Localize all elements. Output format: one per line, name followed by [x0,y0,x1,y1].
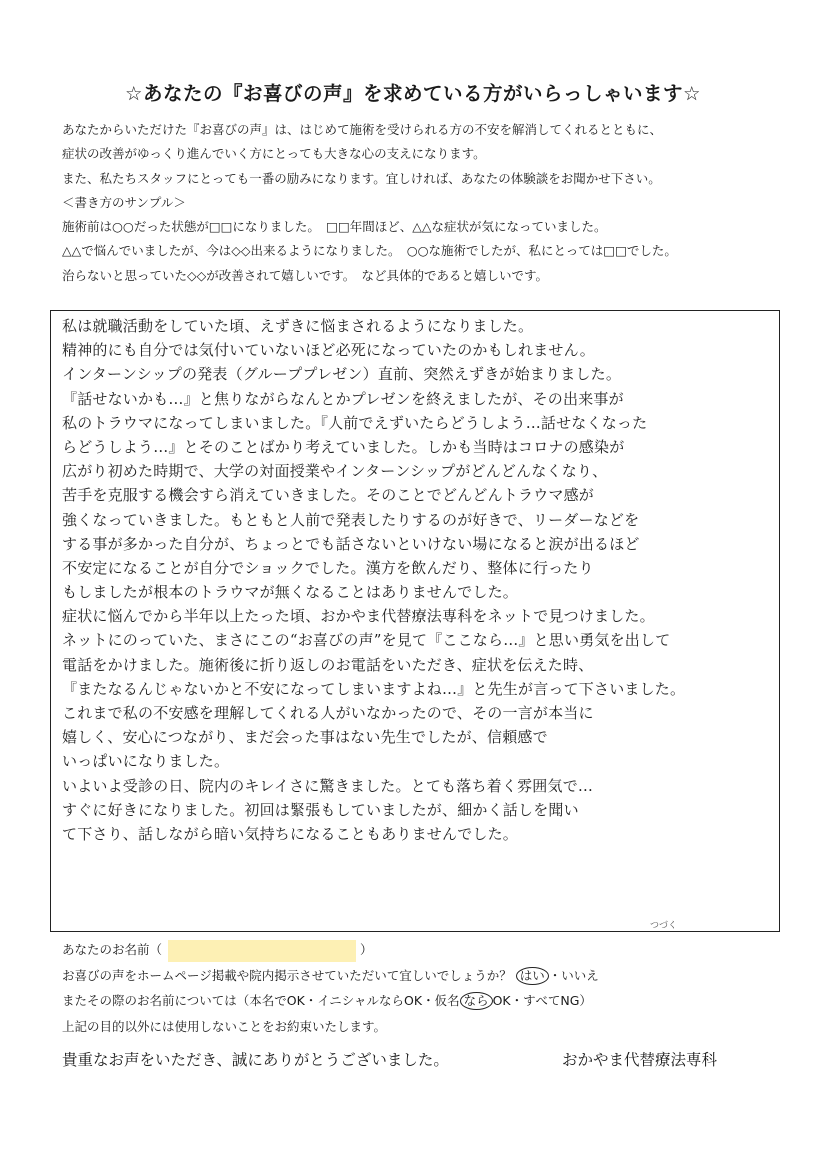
continued-mark: つづく [650,921,678,931]
testimonial-line: 広がり初めた時期で、大学の対面授業やインターンシップがどんどんなくなり、 [62,462,608,481]
intro-line: あなたからいただけた『お喜びの声』は、はじめて施術を受けられる方の不安を解消してくれるとともに、 [62,122,663,137]
page-title: ☆あなたの『お喜びの声』を求めている方がいらっしゃいます☆ [125,82,701,105]
testimonial-line: 症状に悩んでから半年以上たった頃、おかやま代替療法専科をネットで見つけました。 [62,607,655,626]
testimonial-line: もしましたが根本のトラウマが無くなることはありませんでした。 [62,583,519,602]
testimonial-line: 『話せないかも…』と焦りながらなんとかプレゼンを終えましたが、その出来事が [62,389,624,408]
testimonial-line: らどうしよう…』とそのことばかり考えていました。しかも当時はコロナの感染が [62,437,625,456]
testimonial-line: 苦手を克服する機会すら消えていきました。そのことでどんどんトラウマ感が [62,486,595,505]
testimonial-line: 私は就職活動をしていた頃、えずきに悩まされるようになりました。 [62,317,534,335]
sample-heading: ＜書き方のサンプル＞ [62,194,186,210]
name-policy-row [62,988,782,1014]
intro-line: 症状の改善がゆっくり進んでいく方にとっても大きな心の支えになります。 [62,146,486,162]
intro-line: △△で悩んでいましたが、今は◇◇出来るようになりました。 ○○な施術でしたが、私にとっては□□でした。 [62,243,677,259]
testimonial-line: て下さり、話しながら暗い気持ちになることもありませんでした。 [62,824,519,843]
organization-name: おかやま代替療法専科 [562,1051,718,1069]
consent-separator: ・ [548,967,562,983]
testimonial-line: 精神的にも自分では気付いていないほど必死になっていたのかもしれません。 [62,341,595,360]
usage-note: 上記の目的以外には使用しないことをお約束いたします。 [62,1018,387,1034]
testimonial-line: いよいよ受診の日、院内のキレイさに驚きました。とても落ち着く雰囲気で… [62,776,594,795]
thanks-message: 貴重なお声をいただき、誠にありがとうございました。 [62,1051,449,1069]
testimonial-line: 私のトラウマになってしまいました。『人前でえずいたらどうしよう…話せなくなった [62,413,648,432]
consent-yes-circled[interactable]: はい [516,967,549,985]
testimonial-line: 電話をかけました。施術後に折り返しのお電話をいただき、症状を伝えた時、 [62,655,594,674]
intro-line: 施術前は○○だった状態が□□になりました。 □□年間ほど、△△な症状が気になっていました。 [62,219,607,235]
handwritten-testimonial [62,314,782,846]
intro-line: また、私たちスタッフにとっても一番の励みになります。宜しければ、あなたの体験談をお聞かせ下さい。 [62,170,661,186]
intro-line: 治らないと思っていた◇◇が改善されて嬉しいです。 など具体的であると嬉しいです。 [62,267,548,283]
name-policy-suffix: OK・すべてNG） [492,993,592,1008]
testimonial-line: 『またなるんじゃないかと不安になってしまいますよね…』と先生が言って下さいました。 [62,679,686,698]
name-label: あなたのお名前（ [62,942,163,957]
testimonial-line: 強くなっていきました。もともと人前で発表したりするのが好きで、リーダーなどを [62,510,640,529]
intro-instructions [62,118,782,288]
consent-row [62,963,782,989]
testimonial-line: これまで私の不安感を理解してくれる人がいなかったので、その一言が本当に [62,704,594,722]
testimonial-line: インターンシップの発表（グループプレゼン）直前、突然えずきが始まりました。 [62,365,622,384]
consent-no[interactable]: いいえ [561,967,599,983]
consent-question: お喜びの声をホームページ掲載や院内掲示させていただいて宜しいでしょうか？ [62,967,512,983]
testimonial-line: ネットにのっていた、まさにこの“お喜びの声”を見て『ここなら…』と思い勇気を出して [62,631,671,650]
testimonial-line: 嬉しく、安心につながり、まだ会った事はない先生でしたが、信頼感で [62,728,548,747]
redacted-name-field[interactable] [168,940,356,962]
form-footer [62,937,782,1039]
name-close-paren: ） [360,942,373,957]
name-row [62,937,782,963]
name-policy-prefix: またその際のお名前については（本名でOK・イニシャルならOK・仮名 [62,993,460,1008]
name-policy-circled-option[interactable]: なら [460,992,493,1010]
testimonial-line: すぐに好きになりました。初回は緊張もしていましたが、細かく話しを聞い [62,800,579,819]
testimonial-line: する事が多かった自分が、ちょっとでも話さないといけない場になると涙が出るほど [62,534,640,553]
testimonial-line: 不安定になることが自分でショックでした。漢方を飲んだり、整体に行ったり [62,558,594,577]
testimonial-line: いっぱいになりました。 [62,752,230,771]
